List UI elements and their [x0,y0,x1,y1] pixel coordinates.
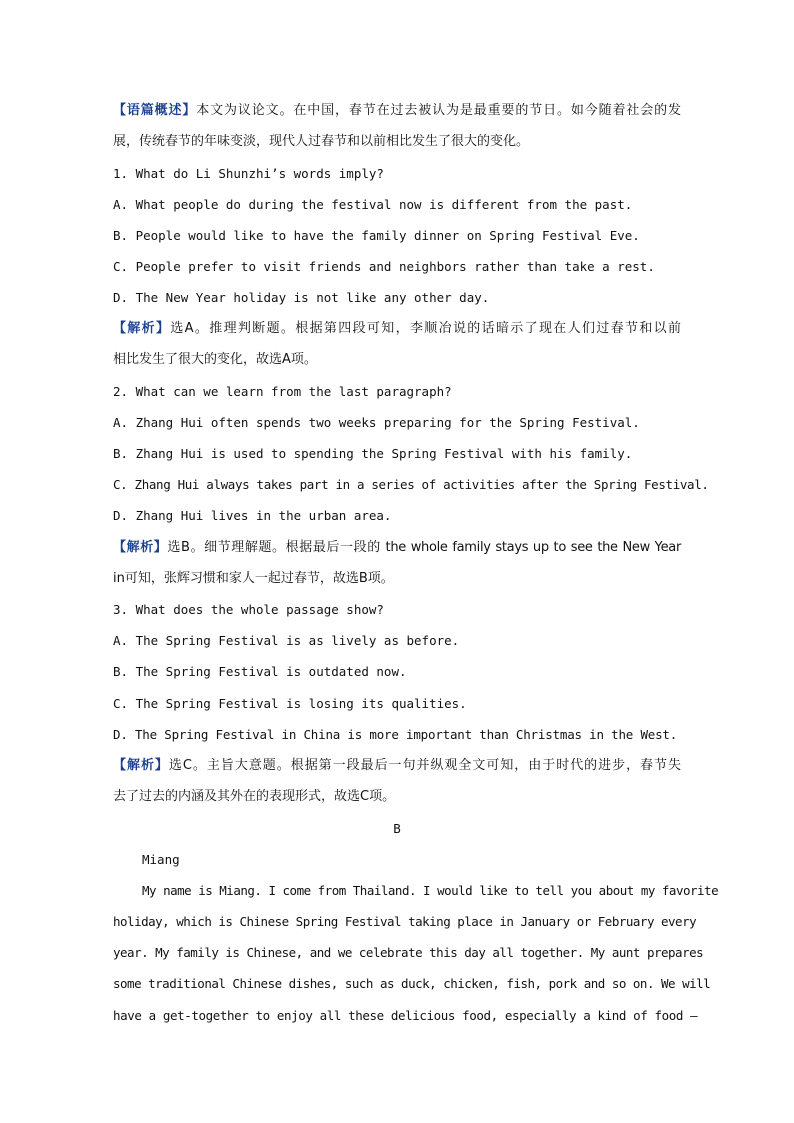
question-1-option-d: D. The New Year holiday is not like any other day. [113,290,490,305]
question-3-stem: 3. What does the whole passage show? [113,602,384,617]
question-1-analysis-line-1: 【解析】选A。推理判断题。根据第四段可知，李顺冶说的话暗示了现在人们过春节和以前 [113,321,681,336]
question-3-option-b: B. The Spring Festival is outdated now. [113,664,407,679]
summary-line-1: 【语篇概述】本文为议论文。在中国，春节在过去被认为是最重要的节日。如今随着社会的发 [113,103,681,118]
passage-line-3: year. My family is Chinese, and we celebrate this day all together. My aunt prepares [113,945,704,960]
question-2-option-d: D. Zhang Hui lives in the urban area. [113,508,392,523]
passage-line-5: have a get-together to enjoy all these delicious food, especially a kind of food — [113,1008,698,1023]
question-1-option-c: C. People prefer to visit friends and neighbors rather than take a rest. [113,259,655,274]
passage-line-1: My name is Miang. I come from Thailand. I would like to tell you about my favorite [142,883,719,898]
question-1-analysis-line-2: 相比发生了很大的变化，故选A项。 [113,352,317,367]
question-3-option-a: A. The Spring Festival is as lively as before. [113,633,460,648]
question-2-option-a: A. Zhang Hui often spends two weeks preparing for the Spring Festival. [113,415,640,430]
question-3-analysis-line-1: 【解析】选C。主旨大意题。根据第一段最后一句并纵观全文可知，由于时代的进步，春节失 [113,758,681,773]
question-2-analysis-line-1: 【解析】选B。细节理解题。根据最后一段的 the whole family stays up to see the New Year [113,540,681,555]
question-1-option-a: A. What people do during the festival now is different from the past. [113,197,633,212]
question-2-stem: 2. What can we learn from the last paragraph? [113,384,452,399]
passage-line-4: some traditional Chinese dishes, such as duck, chicken, fish, pork and so on. We will [113,976,711,991]
question-2-analysis-line-2: in可知，张辉习惯和家人一起过春节，故选B项。 [113,571,394,586]
question-3-option-d: D. The Spring Festival in China is more important than Christmas in the West. [113,727,678,742]
analysis-tag: 【解析】 [113,540,168,555]
question-1-stem: 1. What do Li Shunzhi’s words imply? [113,166,384,181]
analysis-tag: 【解析】 [113,321,171,336]
passage-author: Miang [142,852,180,867]
summary-line-2: 展，传统春节的年味变淡，现代人过春节和以前相比发生了很大的变化。 [113,134,530,149]
section-label: B [393,821,401,836]
summary-tag: 【语篇概述】 [113,103,197,118]
question-2-option-c: C. Zhang Hui always takes part in a series of activities after the Spring Festival. [113,477,709,492]
question-3-analysis-line-2: 去了过去的内涵及其外在的表现形式，故选C项。 [113,789,396,804]
question-2-option-b: B. Zhang Hui is used to spending the Spring Festival with his family. [113,446,633,461]
question-1-option-b: B. People would like to have the family dinner on Spring Festival Eve. [113,228,640,243]
analysis-tag: 【解析】 [113,758,169,773]
question-3-option-c: C. The Spring Festival is losing its qualities. [113,696,467,711]
passage-line-2: holiday, which is Chinese Spring Festival taking place in January or February every [113,914,697,929]
